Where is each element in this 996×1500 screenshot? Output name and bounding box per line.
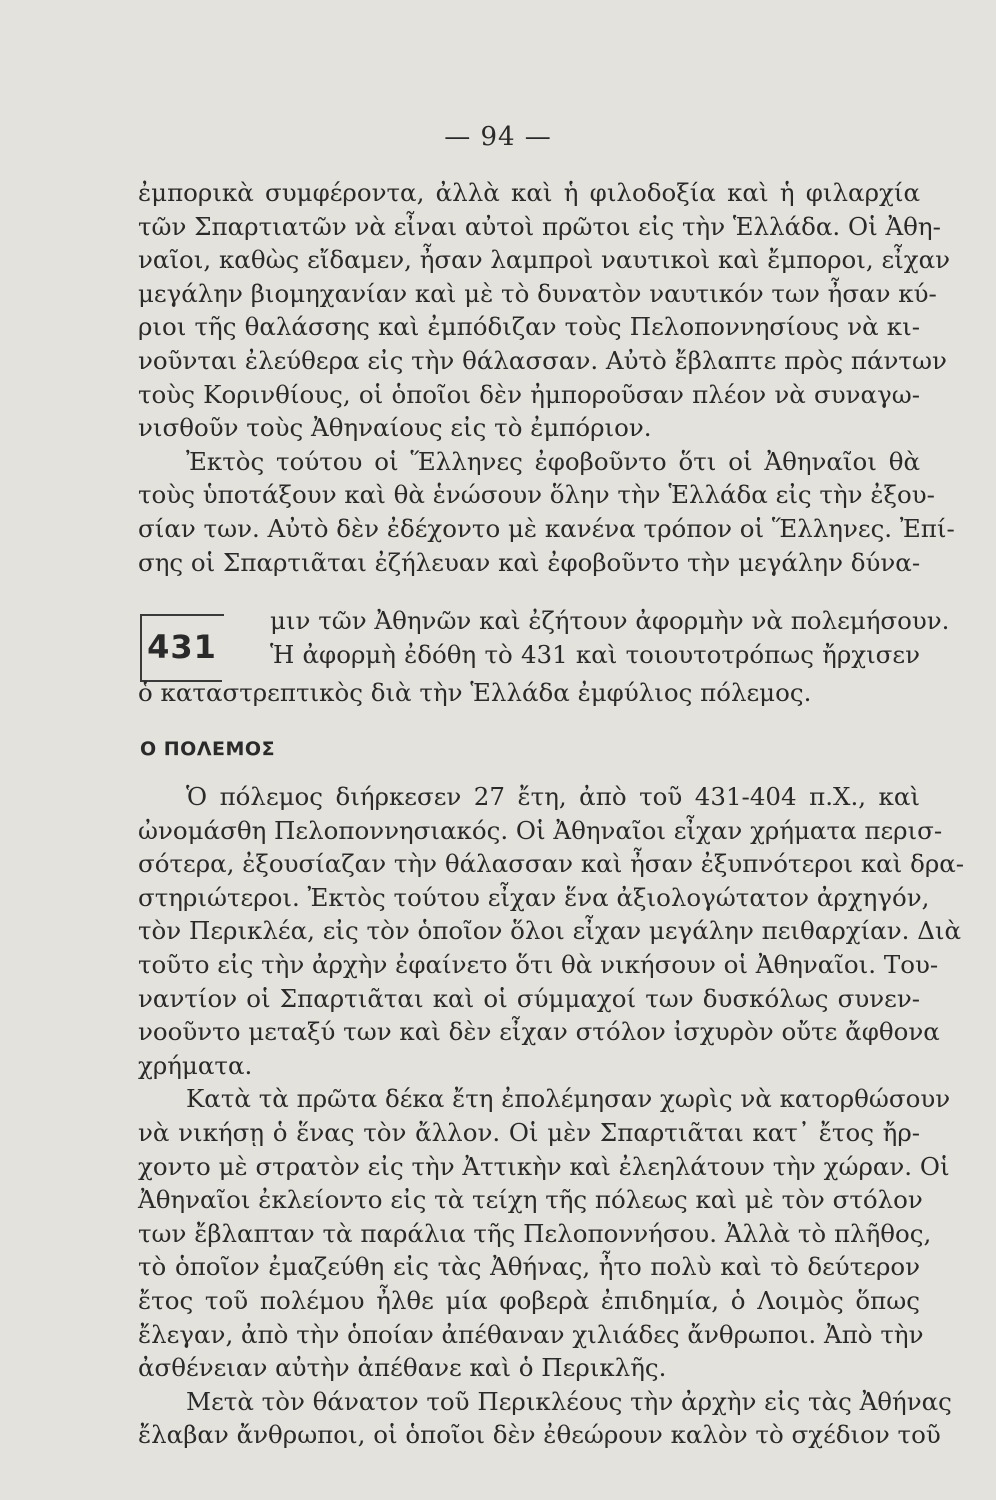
text-line: μιν τῶν Ἀθηνῶν καὶ ἐζήτουν ἀφορμὴν νὰ πολεμήσουν. xyxy=(270,606,950,635)
text-line: ἔτος τοῦ πολέμου ἦλθε μία φοβερὰ ἐπιδημία, ὁ Λοιμὸς ὅπως xyxy=(138,1285,920,1315)
text-block-end xyxy=(138,676,920,710)
margin-date-box xyxy=(140,614,222,682)
text-line: στηριώτεροι. Ἐκτὸς τούτου εἶχαν ἕνα ἀξιολογώτατον ἀρχηγόν, xyxy=(138,882,930,912)
text-line: χρήματα. xyxy=(138,1050,253,1080)
text-line: ναντίον οἱ Σπαρτιᾶται καὶ οἱ σύμμαχοί των δυσκόλως συνεν- xyxy=(138,983,920,1013)
text-line: ὠνομάσθη Πελοποννησιακός. Οἱ Ἀθηναῖοι εἶχαν χρήματα περισ- xyxy=(138,815,943,845)
text-line: τοῦτο εἰς τὴν ἀρχὴν ἐφαίνετο ὅτι θὰ νικήσουν οἱ Ἀθηναῖοι. Του- xyxy=(138,949,939,979)
text-line: τοὺς Κορινθίους, οἱ ὁποῖοι δὲν ἠμποροῦσαν πλέον νὰ συναγω- xyxy=(138,379,920,409)
text-line: τοὺς ὑποτάξουν καὶ θὰ ἑνώσουν ὅλην τὴν Ἑλλάδα εἰς τὴν ἐξου- xyxy=(138,480,935,510)
section-heading: Ο ΠΟΛΕΜΟΣ xyxy=(140,738,276,760)
text-line: νισθοῦν τοὺς Ἀθηναίους εἰς τὸ ἐμπόριον. xyxy=(138,413,652,443)
text-block-top xyxy=(138,176,955,579)
text-line: ναῖοι, καθὼς εἴδαμεν, ἦσαν λαμπροὶ ναυτικοὶ καὶ ἔμποροι, εἶχαν xyxy=(138,245,951,275)
text-wrap-around-box xyxy=(270,604,950,671)
text-line: ἔλαβαν ἄνθρωποι, οἱ ὁποῖοι δὲν ἐθεώρουν καλὸν τὸ σχέδιον τοῦ xyxy=(138,1420,941,1450)
text-line: Ἀθηναῖοι ἐκλείοντο εἰς τὰ τείχη τῆς πόλεως καὶ μὲ τὸν στόλον xyxy=(138,1185,923,1215)
text-line: ἔλεγαν, ἀπὸ τὴν ὁποίαν ἀπέθαναν χιλιάδες ἄνθρωποι. Ἀπὸ τὴν xyxy=(138,1319,924,1349)
text-line: σίαν των. Αὐτὸ δὲν ἐδέχοντο μὲ κανένα τρόπον οἱ Ἕλληνες. Ἐπί- xyxy=(138,513,955,543)
margin-year: 431 xyxy=(147,628,217,666)
text-line: τῶν Σπαρτιατῶν νὰ εἶναι αὐτοὶ πρῶτοι εἰς τὴν Ἑλλάδα. Οἱ Ἀθη- xyxy=(138,211,941,241)
page-number: — 94 — xyxy=(444,122,552,152)
text-block-bottom xyxy=(138,780,965,1452)
text-line: ἐμπορικὰ συμφέροντα, ἀλλὰ καὶ ἡ φιλοδοξία καὶ ἡ φιλαρχία xyxy=(138,178,920,207)
text-line: ὁ καταστρεπτικὸς διὰ τὴν Ἑλλάδα ἐμφύλιος πόλεμος. xyxy=(138,678,812,707)
text-line: των ἔβλαπταν τὰ παράλια τῆς Πελοποννήσου. Ἀλλὰ τὸ πλῆθος, xyxy=(138,1218,932,1248)
text-line: τὸ ὁποῖον ἐμαζεύθη εἰς τὰς Ἀθήνας, ἦτο πολὺ καὶ τὸ δεύτερον xyxy=(138,1252,920,1282)
text-line: ἀσθένειαν αὐτὴν ἀπέθανε καὶ ὁ Περικλῆς. xyxy=(138,1353,667,1383)
text-line: νοοῦντο μεταξύ των καὶ δὲν εἶχαν στόλον ἰσχυρὸν οὔτε ἄφθονα xyxy=(138,1017,940,1047)
text-line: Κατὰ τὰ πρῶτα δέκα ἔτη ἐπολέμησαν χωρὶς νὰ κατορθώσουν xyxy=(186,1084,951,1114)
text-line: Μετὰ τὸν θάνατον τοῦ Περικλέους τὴν ἀρχὴν εἰς τὰς Ἀθήνας xyxy=(186,1386,952,1416)
text-line: τὸν Περικλέα, εἰς τὸν ὁποῖον ὅλοι εἶχαν μεγάλην πειθαρχίαν. Διὰ xyxy=(138,916,962,946)
text-line: Ἐκτὸς τούτου οἱ Ἕλληνες ἐφοβοῦντο ὅτι οἱ Ἀθηναῖοι θὰ xyxy=(186,446,920,476)
text-line: σότερα, ἐξουσίαζαν τὴν θάλασσαν καὶ ἦσαν ἐξυπνότεροι καὶ δρα- xyxy=(138,849,965,879)
text-line: νοῦνται ἐλεύθερα εἰς τὴν θάλασσαν. Αὐτὸ ἔβλαπτε πρὸς πάντων xyxy=(138,345,947,375)
text-line: χοντο μὲ στρατὸν εἰς τὴν Ἀττικὴν καὶ ἐλεηλάτουν τὴν χώραν. Οἱ xyxy=(138,1151,950,1181)
text-line: μεγάλην βιομηχανίαν καὶ μὲ τὸ δυνατὸν ναυτικόν των ἦσαν κύ- xyxy=(138,278,937,308)
text-line: Ὁ πόλεμος διήρκεσεν 27 ἔτη, ἀπὸ τοῦ 431-404 π.Χ., καὶ xyxy=(186,782,920,811)
text-line: νὰ νικήσῃ ὁ ἕνας τὸν ἄλλον. Οἱ μὲν Σπαρτιᾶται κατ᾽ ἔτος ἤρ- xyxy=(138,1117,920,1147)
text-line: ριοι τῆς θαλάσσης καὶ ἐμπόδιζαν τοὺς Πελοποννησίους νὰ κι- xyxy=(138,312,920,342)
text-line: Ἡ ἀφορμὴ ἐδόθη τὸ 431 καὶ τοιουτοτρόπως ἤρχισεν xyxy=(270,639,920,669)
text-line: σης οἱ Σπαρτιᾶται ἐζήλευαν καὶ ἐφοβοῦντο τὴν μεγάλην δύνα- xyxy=(138,547,921,577)
